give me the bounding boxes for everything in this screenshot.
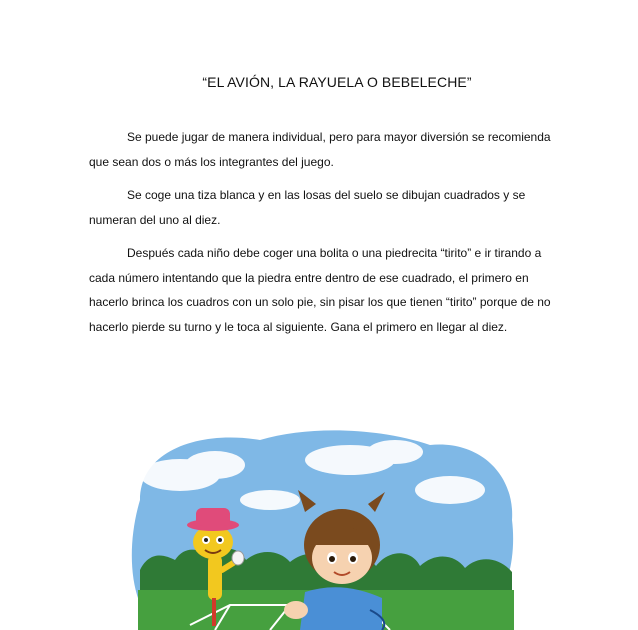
document-body <box>89 125 559 348</box>
paragraph-3: Después cada niño debe coger una bolita o una piedrecita “tirito” e ir tirando a cada número intentando que la piedra entre dentro de ese cuadrado, el primero en hacerlo brinca los cuadros con un solo pie, sin pisar los que tienen “tirito” porque de no hacerlo pierde su turno y le toca al siguiente. Gana el primero en llegar al diez. <box>89 246 551 334</box>
paragraph-2: Se coge una tiza blanca y en las losas del suelo se dibujan cuadrados y se numeran del uno al diez. <box>89 188 526 227</box>
paragraph-1: Se puede jugar de manera individual, pero para mayor diversión se recomienda que sean dos o más los integrantes del juego. <box>89 130 551 169</box>
document-title: “EL AVIÓN, LA RAYUELA O BEBELECHE” <box>202 74 472 90</box>
hopscotch-illustration <box>120 420 520 630</box>
